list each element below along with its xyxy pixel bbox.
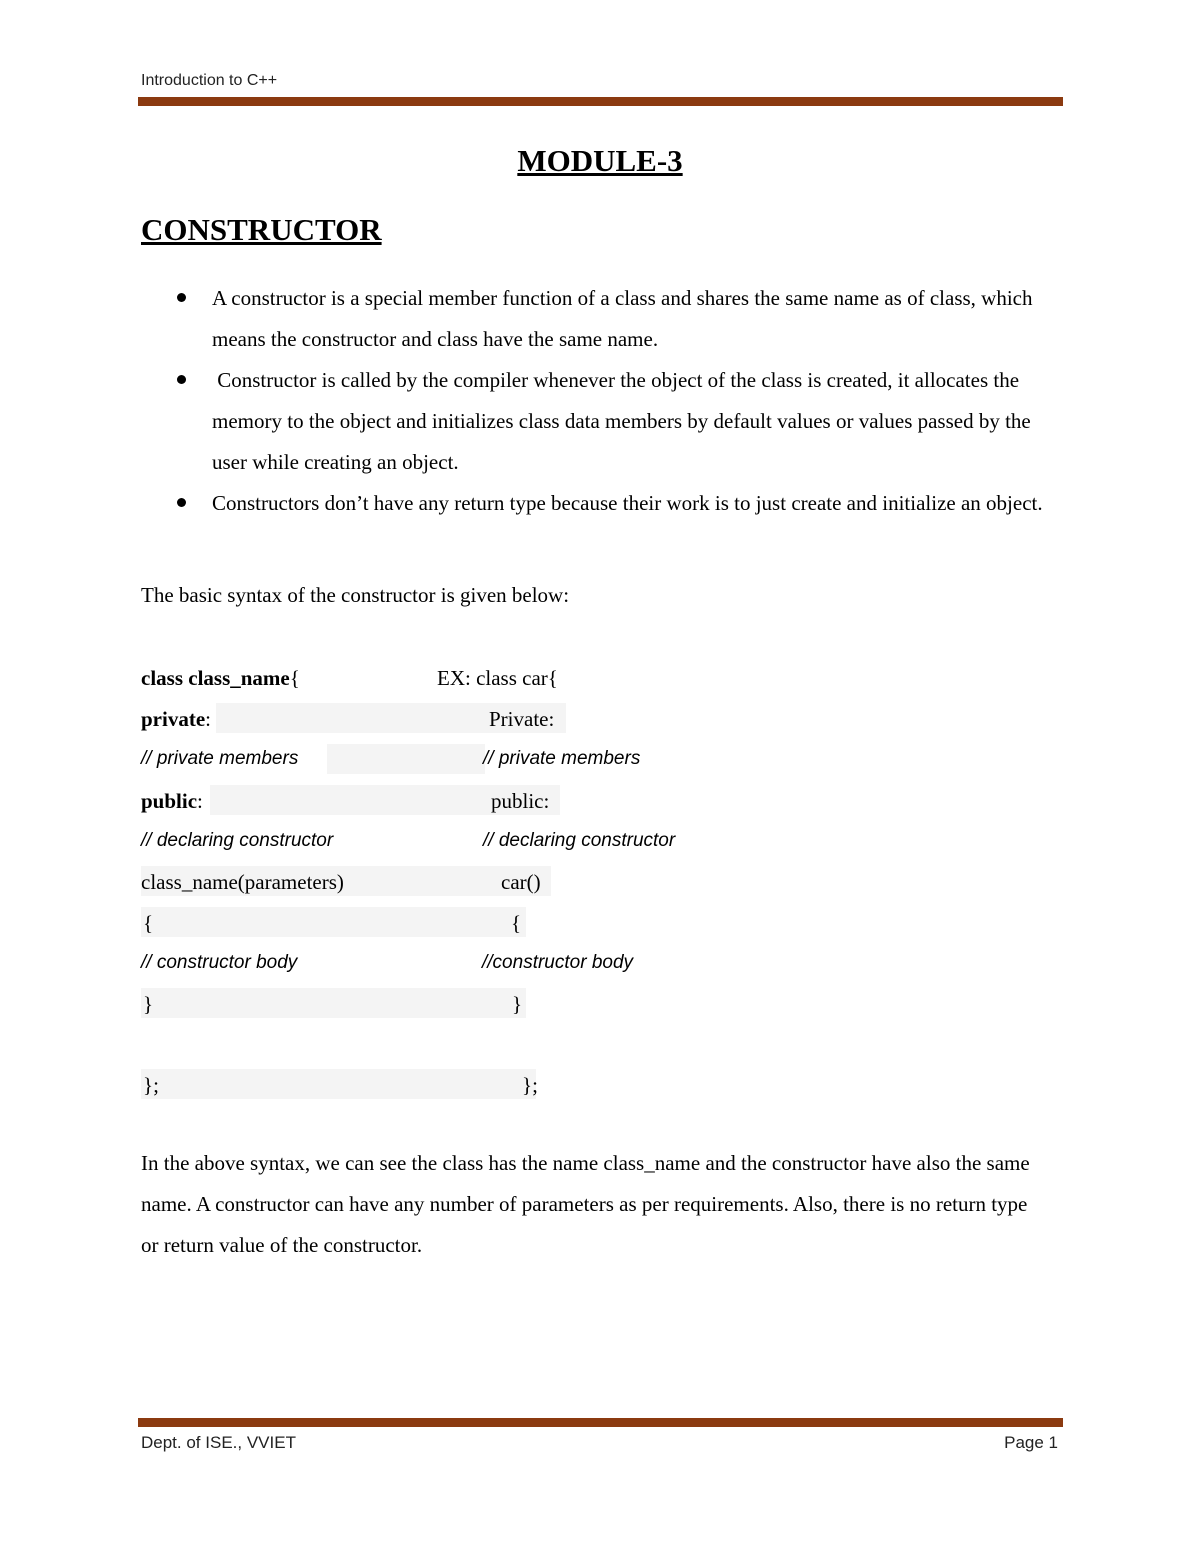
code-highlight xyxy=(141,988,526,1018)
module-title: MODULE-3 xyxy=(517,143,683,178)
list-item xyxy=(212,360,1052,483)
list-item xyxy=(212,483,1052,524)
page-number: Page 1 xyxy=(1004,1433,1058,1452)
code-highlight xyxy=(327,744,485,774)
syntax-end: }; xyxy=(143,1073,159,1097)
example-body-comment: //constructor body xyxy=(482,952,634,973)
example-end: }; xyxy=(522,1073,538,1097)
code-highlight xyxy=(141,907,526,937)
running-header: Introduction to C++ xyxy=(141,72,278,89)
example-public-line: public: xyxy=(491,789,550,813)
list-item xyxy=(212,278,1052,360)
bullet-text: Constructors don’t have any return type because their work is to just create and initialize an object. xyxy=(212,491,1043,515)
section-title: CONSTRUCTOR xyxy=(141,212,382,247)
example-private-comment: // private members xyxy=(483,748,641,769)
definition-list xyxy=(212,278,1052,524)
bullet-text: Constructor is called by the compiler whenever the object of the class is created, it allocates the memory to the object and initializes class data members by default values or values passed by the user while creating an object. xyxy=(212,368,1037,474)
syntax-class-line: class class_name{ xyxy=(141,666,300,690)
example-ctor-comment: // declaring constructor xyxy=(483,830,676,851)
syntax-ctor-comment: // declaring constructor xyxy=(141,830,334,851)
syntax-private-comment: // private members xyxy=(141,748,299,769)
syntax-body-comment: // constructor body xyxy=(141,952,298,973)
syntax-public-line: public: xyxy=(141,789,203,813)
example-ctor-decl: car() xyxy=(501,870,541,894)
footer-rule xyxy=(138,1418,1063,1427)
syntax-open-brace: { xyxy=(143,911,154,935)
example-close-brace: } xyxy=(512,992,523,1016)
syntax-close-brace: } xyxy=(143,992,154,1016)
syntax-intro: The basic syntax of the constructor is given below: xyxy=(141,583,570,607)
code-highlight xyxy=(141,1069,536,1099)
bullet-icon xyxy=(177,375,186,384)
bullet-icon xyxy=(177,293,186,302)
example-private-line: Private: xyxy=(489,707,555,731)
example-class-line: EX: class car{ xyxy=(437,666,558,690)
example-open-brace: { xyxy=(511,911,522,935)
closing-paragraph: In the above syntax, we can see the class has the name class_name and the constructor have also the same name. A constructor can have any number of parameters as per requirements. Also, there is no return type or return value of the constructor. xyxy=(141,1151,1030,1257)
syntax-private-line: private: xyxy=(141,707,211,731)
bullet-icon xyxy=(177,498,186,507)
bullet-text: A constructor is a special member function of a class and shares the same name as of class, which means the constructor and class have the same name. xyxy=(212,286,1033,351)
syntax-ctor-decl: class_name(parameters) xyxy=(141,870,344,894)
header-rule xyxy=(138,97,1063,106)
footer-department: Dept. of ISE., VVIET xyxy=(141,1433,296,1452)
